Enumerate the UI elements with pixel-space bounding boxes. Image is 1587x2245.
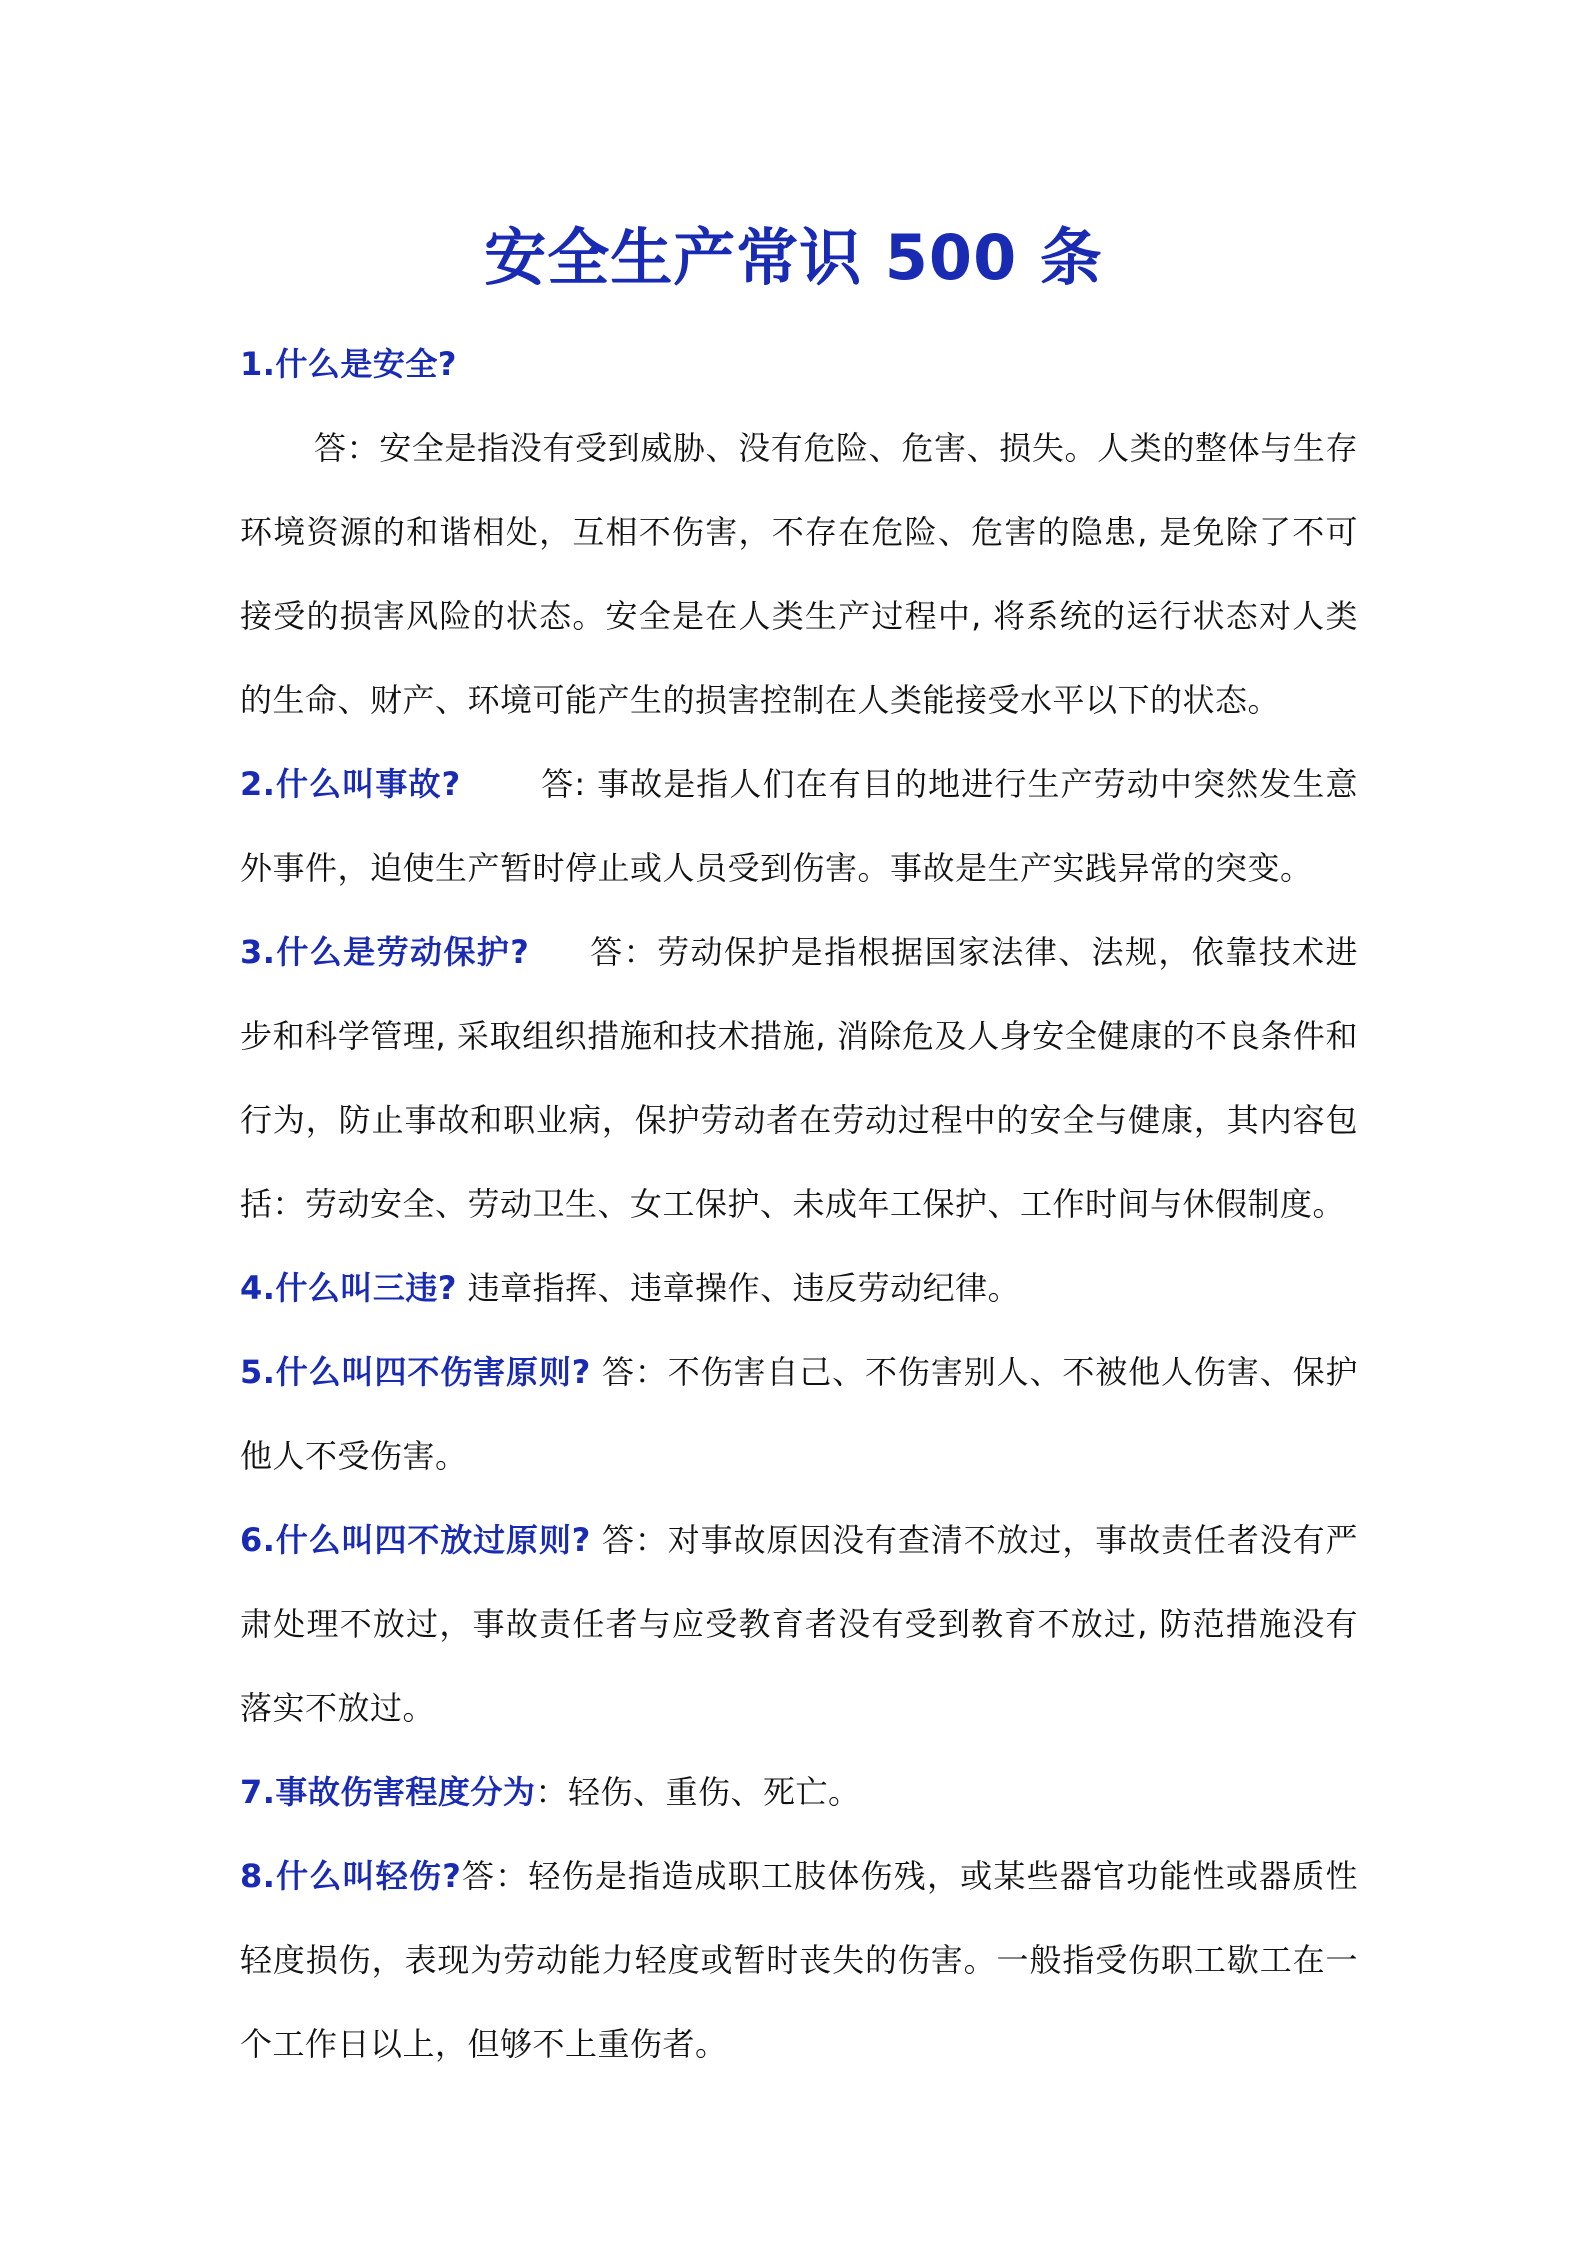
question-6 [240,1498,1358,1750]
question-heading: 6.什么叫四不放过原则? [240,1521,591,1559]
question-heading: 5.什么叫四不伤害原则? [240,1353,591,1391]
question-heading: 8.什么叫轻伤? [240,1857,462,1895]
question-8 [240,1834,1358,2086]
question-heading: 3.什么是劳动保护? [240,933,530,971]
question-5 [240,1330,1358,1498]
question-1 [240,322,1358,406]
answer-text: 答：轻伤是指造成职工肢体伤残，或某些器官功能性或器质性轻度损伤，表现为劳动能力轻度或暂时丧失的伤害。一般指受伤职工歇工在一个工作日以上，但够不上重伤者。 [240,1857,1358,2063]
document-title: 安全生产常识 500 条 [484,221,1103,294]
question-2 [240,742,1358,910]
question-heading: 7.事故伤害程度分为 [240,1773,536,1811]
question-heading: 1.什么是安全? [240,345,457,383]
answer-text: 答：劳动保护是指根据国家法律、法规，依靠技术进步和科学管理, 采取组织措施和技术措施, 消除危及人身安全健康的不良条件和行为，防止事故和职业病，保护劳动者在劳动过程中的安全与健康，其内容包括：劳动安全、劳动卫生、女工保护、未成年工保护、工作时间与休假制度。 [240,933,1358,1223]
question-3 [240,910,1358,1246]
document-body [240,322,1358,2086]
answer-text: 答：不伤害自己、不伤害别人、不被他人伤害、保护他人不受伤害。 [240,1353,1358,1475]
question-heading: 4.什么叫三违? [240,1269,457,1307]
answer-1: 答：安全是指没有受到威胁、没有危险、危害、损失。人类的整体与生存环境资源的和谐相处，互相不伤害，不存在危险、危害的隐患, 是免除了不可接受的损害风险的状态。安全是在人类生产过程中, 将系统的运行状态对人类的生命、财产、环境可能产生的损害控制在人类能接受水平以下的状态。 [240,429,1358,719]
question-4 [240,1246,1358,1330]
answer-text: ：轻伤、重伤、死亡。 [535,1773,861,1811]
question-heading: 2.什么叫事故? [240,765,461,803]
answer-text: 答：对事故原因没有查清不放过，事故责任者没有严肃处理不放过，事故责任者与应受教育者没有受到教育不放过, 防范措施没有落实不放过。 [240,1521,1358,1727]
question-7 [240,1750,1358,1834]
answer-text: 答: 事故是指人们在有目的地进行生产劳动中突然发生意外事件，迫使生产暂时停止或人员受到伤害。事故是生产实践异常的突变。 [240,765,1358,887]
answer-text: 违章指挥、违章操作、违反劳动纪律。 [467,1269,1021,1307]
